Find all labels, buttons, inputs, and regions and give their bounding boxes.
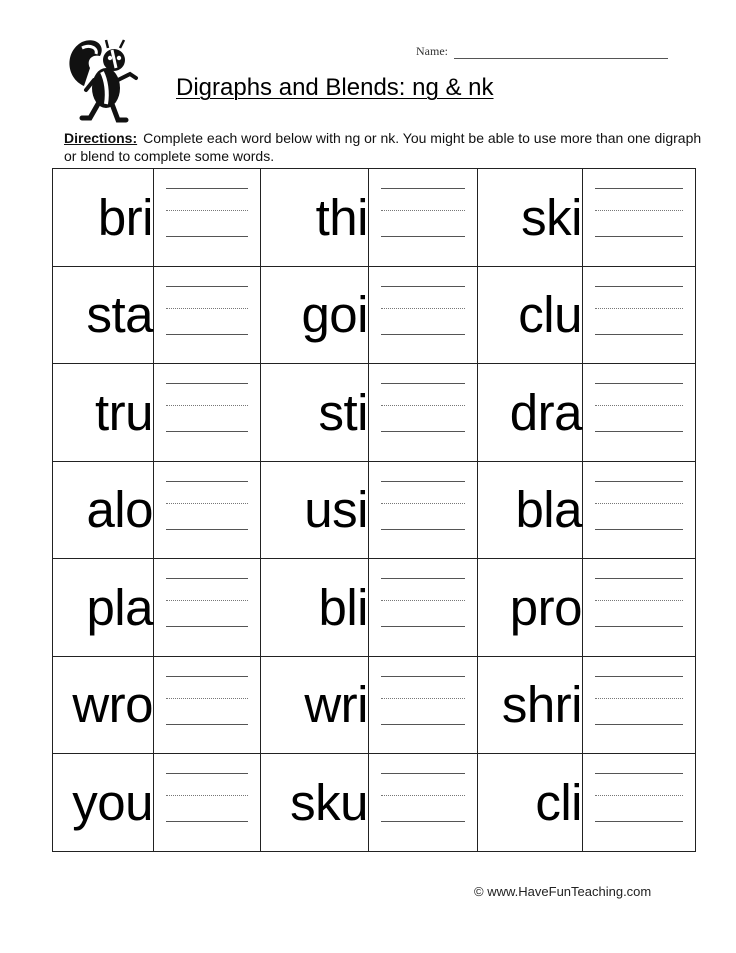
writing-guide-line — [595, 529, 683, 530]
writing-guide-line — [166, 795, 248, 796]
site-url: www.HaveFunTeaching.com — [487, 884, 652, 899]
writing-guide-line — [166, 481, 248, 482]
word-stem: thi — [261, 169, 369, 267]
word-row — [53, 559, 696, 657]
writing-guide-line — [166, 286, 248, 287]
writing-guide-line — [166, 431, 248, 432]
answer-blank[interactable] — [154, 364, 261, 462]
name-label: Name: — [416, 44, 448, 58]
writing-guide-line — [381, 431, 465, 432]
writing-guide-line — [166, 210, 248, 211]
answer-blank[interactable] — [154, 656, 261, 754]
writing-guide-line — [166, 236, 248, 237]
answer-blank[interactable] — [369, 169, 478, 267]
directions — [64, 129, 704, 165]
answer-blank[interactable] — [369, 754, 478, 852]
directions-text: Complete each word below with ng or nk. You might be able to use more than one digraph or blend to complete some words. — [64, 130, 702, 164]
writing-guide-line — [381, 405, 465, 406]
writing-guide-line — [381, 286, 465, 287]
writing-guide-line — [595, 210, 683, 211]
writing-guide-line — [381, 676, 465, 677]
writing-guide-line — [381, 383, 465, 384]
writing-guide-line — [381, 210, 465, 211]
writing-guide-line — [595, 795, 683, 796]
word-row — [53, 169, 696, 267]
writing-guide-line — [595, 626, 683, 627]
answer-blank[interactable] — [583, 364, 696, 462]
word-stem: wro — [53, 656, 154, 754]
writing-guide-line — [381, 600, 465, 601]
writing-guide-line — [381, 503, 465, 504]
writing-guide-line — [166, 724, 248, 725]
word-stem: wri — [261, 656, 369, 754]
footer-credit — [474, 884, 651, 899]
writing-guide-line — [595, 308, 683, 309]
word-row — [53, 656, 696, 754]
writing-guide-line — [166, 529, 248, 530]
answer-blank[interactable] — [583, 266, 696, 364]
writing-guide-line — [166, 405, 248, 406]
writing-guide-line — [381, 773, 465, 774]
writing-guide-line — [595, 405, 683, 406]
answer-blank[interactable] — [369, 266, 478, 364]
writing-guide-line — [381, 481, 465, 482]
answer-blank[interactable] — [583, 169, 696, 267]
word-stem: clu — [478, 266, 583, 364]
writing-guide-line — [381, 626, 465, 627]
writing-guide-line — [166, 600, 248, 601]
word-stem: cli — [478, 754, 583, 852]
writing-guide-line — [166, 188, 248, 189]
writing-guide-line — [595, 578, 683, 579]
word-grid — [52, 168, 696, 852]
word-stem: bri — [53, 169, 154, 267]
word-row — [53, 754, 696, 852]
writing-guide-line — [595, 503, 683, 504]
answer-blank[interactable] — [583, 559, 696, 657]
word-stem: alo — [53, 461, 154, 559]
page-title: Digraphs and Blends: ng & nk — [176, 74, 494, 101]
writing-guide-line — [381, 724, 465, 725]
word-row — [53, 266, 696, 364]
word-row — [53, 364, 696, 462]
writing-guide-line — [381, 698, 465, 699]
writing-guide-line — [381, 308, 465, 309]
writing-guide-line — [595, 236, 683, 237]
writing-guide-line — [166, 698, 248, 699]
writing-guide-line — [381, 236, 465, 237]
writing-guide-line — [381, 821, 465, 822]
writing-guide-line — [166, 578, 248, 579]
writing-guide-line — [166, 503, 248, 504]
word-stem: tru — [53, 364, 154, 462]
writing-guide-line — [166, 383, 248, 384]
writing-guide-line — [595, 773, 683, 774]
answer-blank[interactable] — [154, 266, 261, 364]
word-stem: goi — [261, 266, 369, 364]
answer-blank[interactable] — [583, 656, 696, 754]
writing-guide-line — [595, 600, 683, 601]
answer-blank[interactable] — [583, 461, 696, 559]
writing-guide-line — [166, 773, 248, 774]
word-stem: dra — [478, 364, 583, 462]
writing-guide-line — [166, 821, 248, 822]
writing-guide-line — [595, 698, 683, 699]
answer-blank[interactable] — [154, 169, 261, 267]
writing-guide-line — [595, 431, 683, 432]
word-stem: sku — [261, 754, 369, 852]
writing-guide-line — [595, 676, 683, 677]
writing-guide-line — [166, 626, 248, 627]
writing-guide-line — [381, 188, 465, 189]
writing-guide-line — [595, 481, 683, 482]
word-stem: pla — [53, 559, 154, 657]
answer-blank[interactable] — [369, 461, 478, 559]
answer-blank[interactable] — [369, 364, 478, 462]
writing-guide-line — [166, 334, 248, 335]
word-stem: shri — [478, 656, 583, 754]
answer-blank[interactable] — [154, 461, 261, 559]
answer-blank[interactable] — [583, 754, 696, 852]
answer-blank[interactable] — [369, 559, 478, 657]
writing-guide-line — [595, 821, 683, 822]
copyright-icon: © — [474, 884, 484, 899]
directions-label: Directions: — [64, 130, 138, 146]
writing-guide-line — [166, 676, 248, 677]
writing-guide-line — [595, 188, 683, 189]
writing-guide-line — [595, 724, 683, 725]
word-stem: sti — [261, 364, 369, 462]
writing-guide-line — [381, 795, 465, 796]
writing-guide-line — [381, 529, 465, 530]
skunk-mascot-icon — [62, 34, 142, 124]
writing-guide-line — [381, 334, 465, 335]
word-stem: ski — [478, 169, 583, 267]
writing-guide-line — [381, 578, 465, 579]
name-line[interactable] — [454, 47, 668, 59]
writing-guide-line — [595, 286, 683, 287]
word-stem: sta — [53, 266, 154, 364]
word-stem: bla — [478, 461, 583, 559]
name-field[interactable] — [416, 44, 668, 59]
word-stem: pro — [478, 559, 583, 657]
word-row — [53, 461, 696, 559]
writing-guide-line — [595, 383, 683, 384]
word-stem: you — [53, 754, 154, 852]
answer-blank[interactable] — [369, 656, 478, 754]
word-stem: bli — [261, 559, 369, 657]
answer-blank[interactable] — [154, 559, 261, 657]
word-stem: usi — [261, 461, 369, 559]
answer-blank[interactable] — [154, 754, 261, 852]
writing-guide-line — [595, 334, 683, 335]
writing-guide-line — [166, 308, 248, 309]
